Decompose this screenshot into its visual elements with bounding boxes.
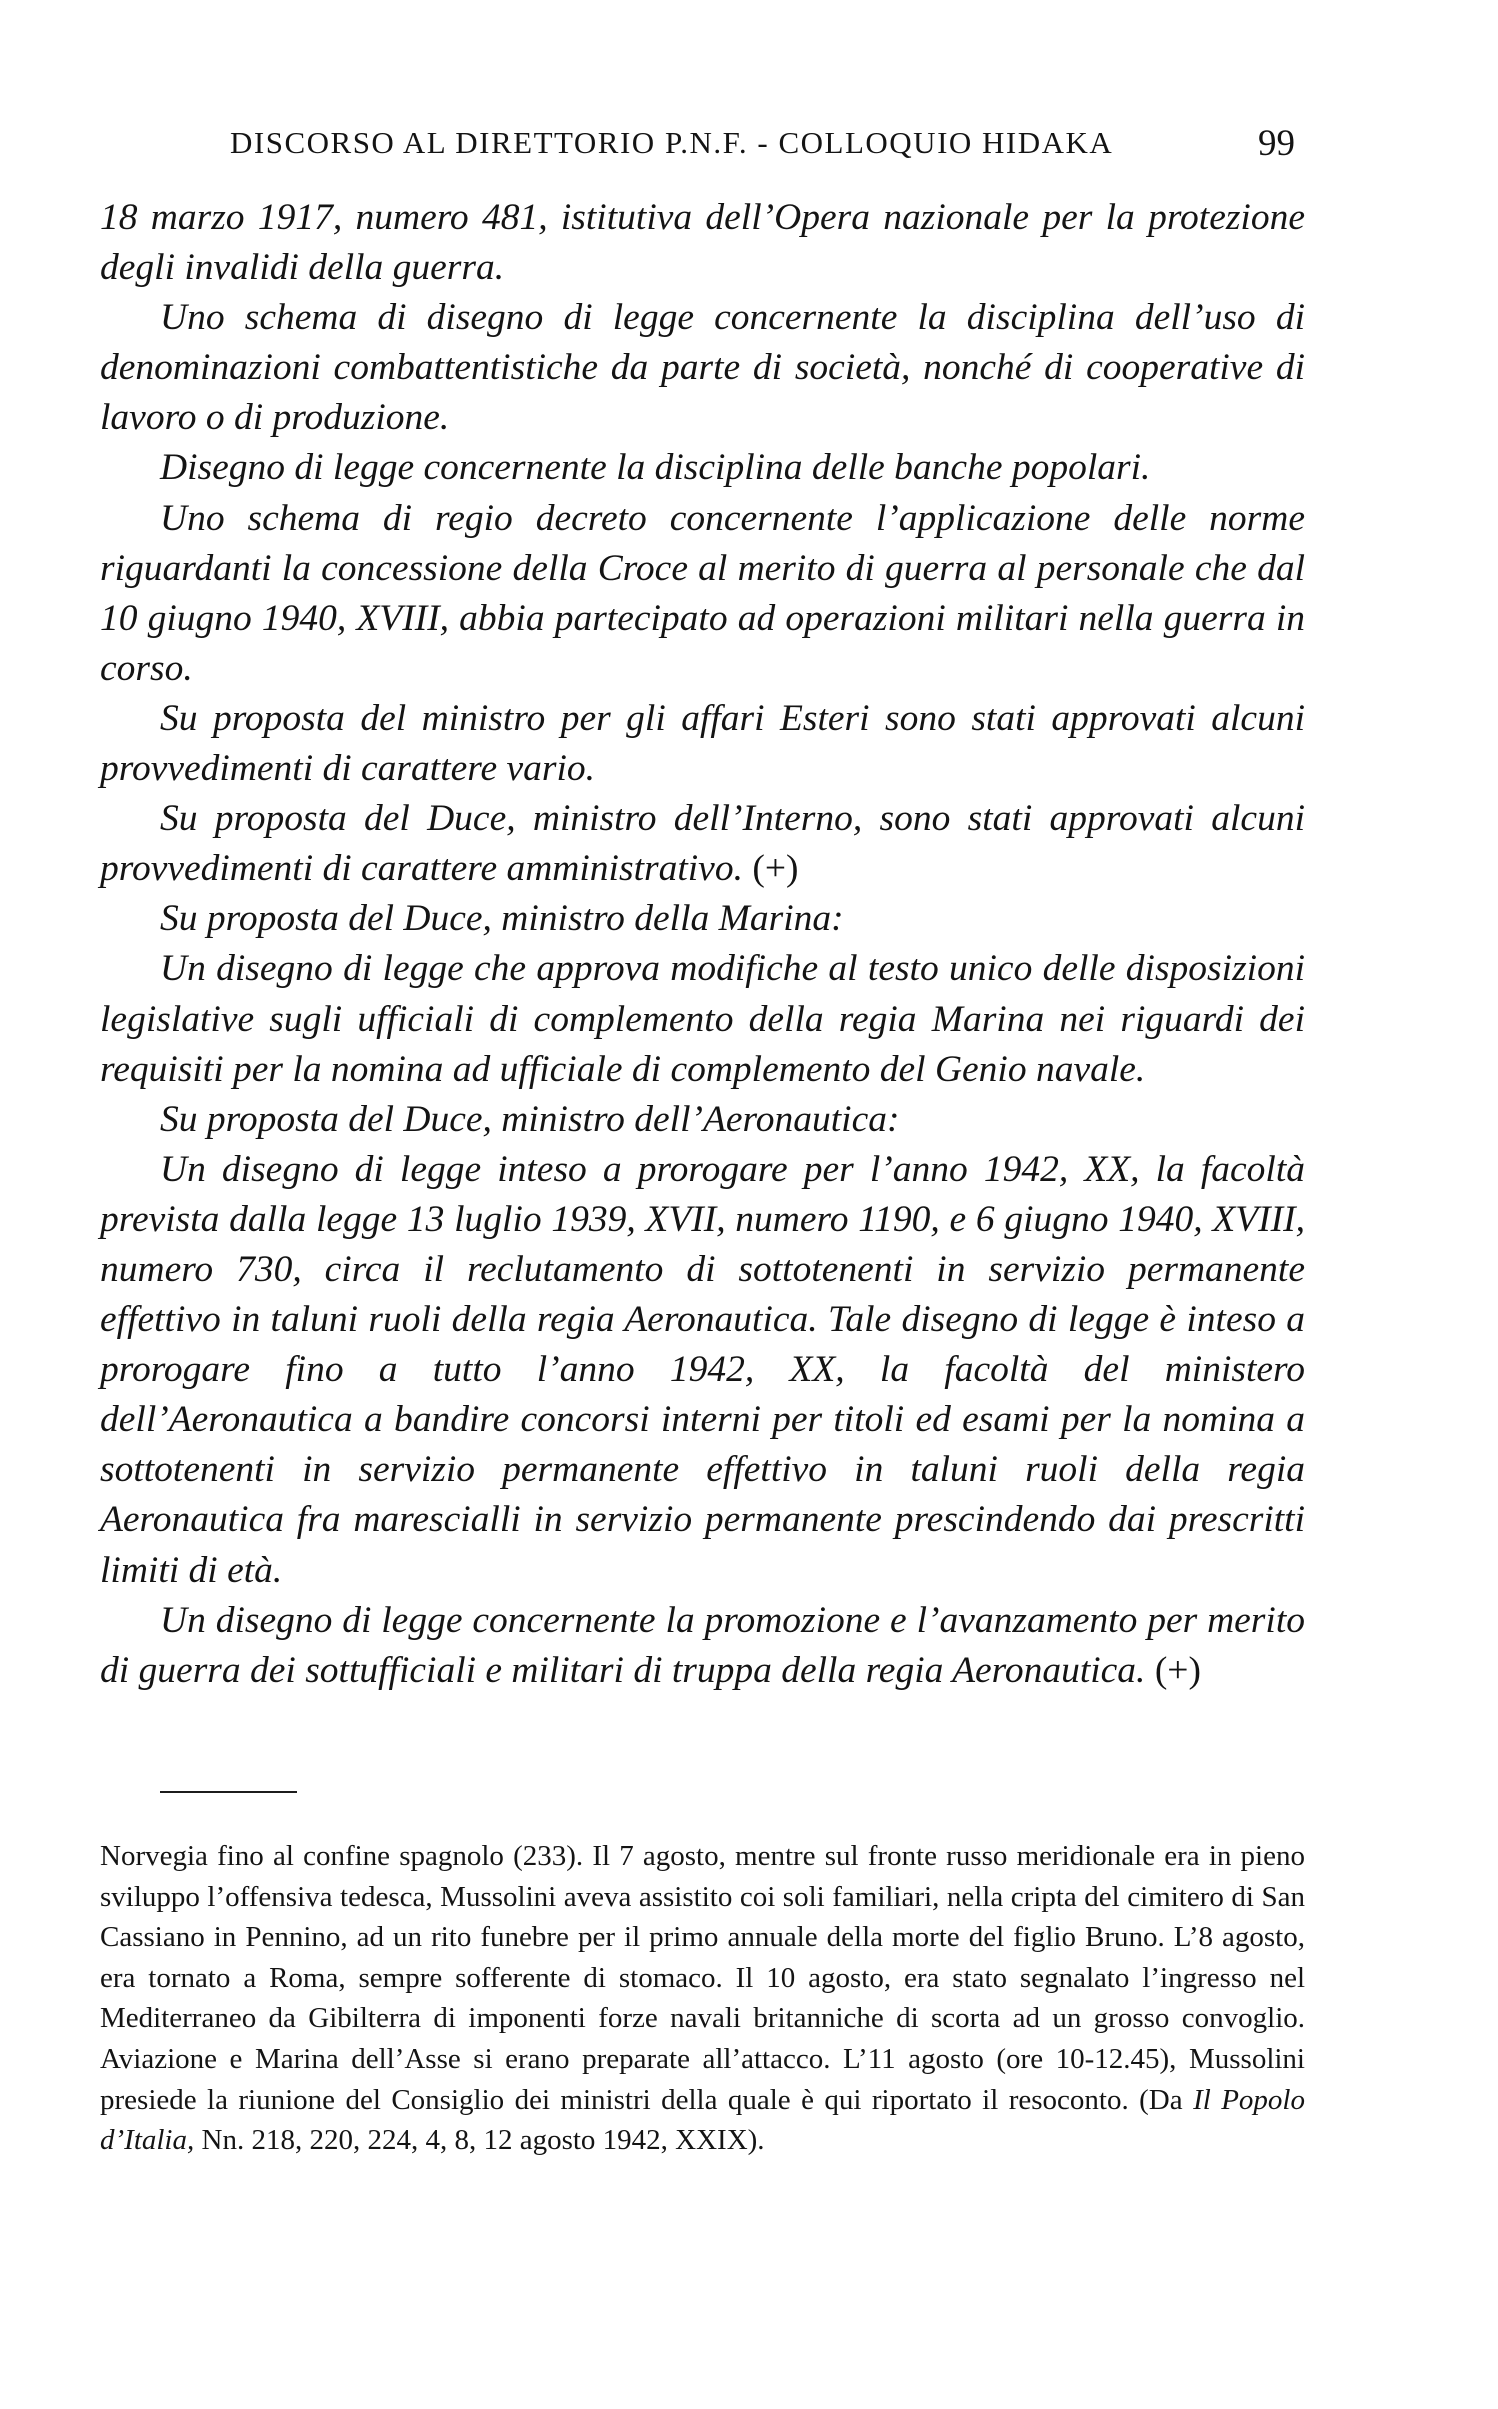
- paragraph-sottotenenti: Un disegno di legge inteso a prorogare per l’anno 1942, XX, la facoltà prevista dalla legge 13 luglio 1939, XVII, numero 1190, e 6 giugno 1940, XVIII, numero 730, circa il reclutamento di sottotenenti in servizio permanente effettivo in taluni ruoli della regia Aeronautica. Tale disegno di legge è inteso a prorogare fino a tutto l’anno 1942, XX, la facoltà del ministero dell’Aeronautica a bandire concorsi interni per titoli ed esami per la nomina a sottotenenti in servizio permanente effettivo in taluni ruoli della regia Aeronautica fra marescialli in servizio permanente prescindendo dai prescritti limiti di età.: [100, 1148, 1305, 1591]
- footnote-text: Norvegia fino al confine spagnolo (233). Il 7 agosto, mentre sul fronte russo meridionale era in pieno sviluppo l’offensiva tedesca, Mussolini aveva assistito coi soli familiari, nella cripta del cimitero di San Cassiano in Pennino, ad un rito funebre per il primo annuale della morte del figlio Bruno. L’8 agosto, era tornato a Roma, sempre sofferente di stomaco. Il 10 agosto, era stato segnalato l’ingresso nel Mediterraneo da Gibilterra di imponenti forze navali britanniche di scorta ad un grosso convoglio. Aviazione e Marina dell’Asse si erano preparate all’attacco. L’11 agosto (ore 10-12.45), Mussolini presiede la riunione del Consiglio dei ministri della quale è qui riportato il resoconto. (Da: [100, 1840, 1305, 2116]
- paragraph-marina-heading: Su proposta del Duce, ministro della Marina:: [160, 898, 844, 940]
- cross-mark: (+): [752, 848, 799, 890]
- paragraph-promozione-text: Un disegno di legge concernente la promozione e l’avanzamento per merito di guerra dei sottufficiali e militari di truppa della regia Aeronautica.: [100, 1599, 1305, 1691]
- paragraph-invalidi-guerra: 18 marzo 1917, numero 481, istitutiva dell’Opera nazionale per la protezione degli invalidi della guerra.: [100, 197, 1305, 289]
- footnote-source-details: Nn. 218, 220, 224, 4, 8, 12 agosto 1942, XXIX).: [201, 2124, 765, 2157]
- paragraph-promozione-sottufficiali: [100, 1596, 1305, 1696]
- paragraph-affari-esteri: Su proposta del ministro per gli affari Esteri sono stati approvati alcuni provvedimenti di carattere vario.: [100, 697, 1305, 790]
- main-text: [100, 193, 1305, 1696]
- paragraph-banche-popolari: Disegno di legge concernente la disciplina delle banche popolari.: [160, 447, 1151, 489]
- paragraph-interno-text: Su proposta del Duce, ministro dell’Interno, sono stati approvati alcuni provvedimenti di carattere amministrativo.: [100, 798, 1305, 890]
- paragraph-denominazioni-combattentistiche: Uno schema di disegno di legge concernente la disciplina dell’uso di denominazioni combattentistiche da parte di società, nonché di cooperative di lavoro o di produzione.: [100, 297, 1305, 439]
- paragraph-aeronautica-heading: Su proposta del Duce, ministro dell’Aeronautica:: [160, 1098, 900, 1140]
- page-number: 99: [1258, 123, 1295, 164]
- paragraph-interno: [100, 794, 1305, 894]
- footnote-divider: [160, 1791, 297, 1793]
- paragraph-croce-merito-guerra: Uno schema di regio decreto concernente l’applicazione delle norme riguardanti la concessione della Croce al merito di guerra al personale che dal 10 giugno 1940, XVIII, abbia partecipato ad operazioni militari nella guerra in corso.: [100, 497, 1305, 689]
- footnote: [100, 1836, 1305, 2161]
- paragraph-ufficiali-complemento: Un disegno di legge che approva modifiche al testo unico delle disposizioni legislative sugli ufficiali di complemento della regia Marina nei riguardi dei requisiti per la nomina ad ufficiale di complemento del Genio navale.: [100, 948, 1305, 1090]
- cross-mark: (+): [1154, 1649, 1201, 1691]
- running-title: DISCORSO AL DIRETTORIO P.N.F. - COLLOQUIO HIDAKA: [230, 125, 1114, 160]
- footnote-source-title: Il Popolo d’Italia,: [100, 2083, 1305, 2157]
